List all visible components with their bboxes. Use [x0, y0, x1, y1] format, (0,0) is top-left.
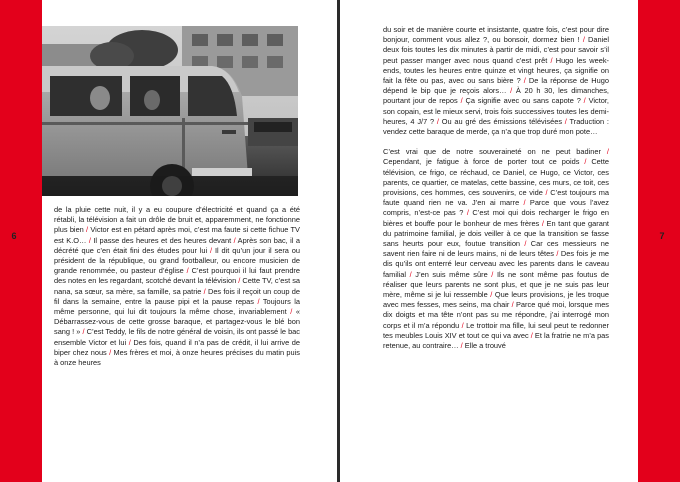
text-segment: Hugo les week-ends, toutes les heures entre quinze et vingt heures, ça signifie on fait la fête ou pas, avec ou sans bière ? [383, 55, 609, 86]
right-page-number: 7 [659, 231, 665, 241]
segment-separator: / [547, 55, 556, 65]
segment-separator: / [83, 225, 91, 235]
text-segment: Victor est en pétard après moi, c’est ma faute si cette fichue TV est K.O… [54, 225, 300, 245]
text-segment: Parce qué moi, lorsque mes dix doigts et ma tête n’ont pas su me répondre, j’ai interrogé mon corps et il m’a répondu [383, 300, 609, 330]
text-segment: C’est moi qui dois recharger le frigo en bières et bouffe pour le bonheur de mes frères [383, 208, 609, 228]
segment-separator: / [506, 86, 516, 96]
text-segment: Que leurs provisions, je les troque avec mes fesses, mes seins, ma chair [383, 290, 609, 310]
segment-separator: / [434, 116, 442, 126]
segment-separator: / [520, 239, 531, 249]
segment-separator: / [562, 116, 570, 126]
segment-separator: / [207, 245, 215, 255]
segment-separator: / [520, 76, 529, 86]
text-segment: De la réponse de Hugo dépend le bip que je reçois alors… [383, 76, 609, 96]
text-segment: En tant que garant du patrimoine familial, je dois veiller à ce que la transition se fasse sans heurts pour eux, foutue transition [383, 218, 609, 249]
segment-separator: / [509, 300, 516, 310]
segment-separator: / [458, 341, 465, 351]
text-segment: C’est vrai que de notre souveraineté on ne peut badiner [383, 147, 601, 157]
page-gutter [337, 0, 340, 482]
segment-separator: / [580, 96, 589, 106]
segment-separator: / [487, 290, 495, 300]
left-paragraph [54, 205, 300, 368]
left-page-number: 6 [11, 231, 17, 241]
segment-separator: / [286, 307, 296, 317]
text-segment: du soir et de manière courte et insistante, quatre fois, c’est pour dire bonjour, comment vous allez ?, ou bonsoir, dormez bien ! [383, 25, 609, 45]
segment-separator: / [106, 347, 114, 357]
text-segment: « Débarrassez-vous de cette grosse baraque, et partagez-vous le blé bon sang ! » [54, 307, 300, 337]
segment-separator: / [487, 269, 497, 279]
text-segment: C’est pourquoi il lui faut prendre des notes en les regardant, scotché devant la télévision [54, 266, 300, 286]
segment-separator: / [528, 330, 535, 340]
text-segment: Des fois, quand il n’a pas de crédit, il lui arrive de biper chez nous [54, 337, 300, 357]
segment-separator: / [457, 96, 466, 106]
text-segment: C’est toujours ma faute quand rien ne va. J’en ai marre [383, 188, 609, 208]
segment-separator: / [553, 249, 561, 259]
text-segment: Mes frères et moi, à onze heures précises du matin puis à onze heures [54, 347, 300, 368]
text-segment: Ça signifie avec ou sans capote ? [465, 96, 581, 106]
segment-separator: / [201, 286, 208, 296]
text-segment: Ils ne sont même pas foutus de réaliser que leurs parents ne sont plus, et que je ne suis pas leur mère, même si je lui ressemble [383, 269, 609, 300]
text-segment: J’en suis même sûre [415, 269, 488, 279]
text-segment: Elle a trouvé [464, 341, 506, 351]
text-segment: Car ces messieurs ne savent rien faire ni de leurs mains, ni de leurs têtes [383, 239, 609, 259]
left-red-band [0, 0, 42, 482]
text-segment: Victor, son copain, est le mieux servi, trois fois successives toutes les demi-heures, 4 J/7 ? [383, 96, 609, 126]
text-segment: Cependant, je fatigue à force de porter tout ce poids [383, 157, 580, 167]
segment-separator: / [236, 276, 243, 286]
right-paragraph-1 [383, 25, 609, 137]
right-page-text [383, 25, 609, 477]
right-red-band [638, 0, 680, 482]
segment-separator: / [459, 320, 467, 330]
segment-separator: / [406, 269, 416, 279]
text-segment: Cette télévision, ce frigo, ce réchaud, ce Daniel, ce Hugo, ce Victor, ces parents, ce quartier, ce matelas, cette bassine, ces murs, ce toit, ces provisions, ces hommes, ces souvenirs, ce vide [383, 157, 609, 198]
segment-separator: / [463, 208, 473, 218]
text-segment: Et la fratrie ne m’a pas retenue, au contraire… [383, 330, 609, 351]
right-paragraph-2 [383, 147, 609, 351]
segment-separator: / [579, 157, 592, 167]
text-segment: Il dit qu’un jour il sera ou président de la république, ou grand footballeur, ou encore musicien de grande renommée, ou pasteur d’église [54, 245, 300, 276]
left-page-text [54, 205, 300, 477]
segment-separator: / [542, 188, 551, 198]
text-segment: Toujours la même personne, qui lui dit toujours la même chose, invariablement [54, 296, 300, 317]
text-segment: Des fois il reçoit un coup de fil dans la semaine, entre la pause pipi et la pause repas [54, 286, 300, 306]
segment-separator: / [80, 327, 87, 337]
text-segment: Après son bac, il a décrété que c’en était fini des études pour lui [54, 235, 300, 255]
text-segment: de la pluie cette nuit, il y a eu coupure d’électricité et quand ça a été rétabli, la télévision a fait un drôle de bruit et, apparemment, ne fonctionne plus bien [54, 205, 300, 235]
segment-separator: / [183, 266, 192, 276]
segment-separator: / [519, 198, 530, 208]
segment-separator: / [231, 235, 238, 245]
segment-separator: / [126, 337, 134, 347]
segment-separator: / [579, 35, 589, 45]
text-segment: Traduction : vendez cette baraque de merde, ça n’a que trop duré mon pote… [383, 116, 609, 137]
text-segment: À 20 h 30, les dimanches, pourtant jour de repos [383, 86, 609, 106]
segment-separator: / [539, 218, 547, 228]
text-segment: Parce que vous l’avez compris, n’est-ce pas ? [383, 198, 609, 218]
street-van-photo [42, 26, 298, 196]
text-segment: Daniel deux fois toutes les dix minutes à partir de midi, c’est pour savoir s’il peut passer manger avec nous quand c’est prêt [383, 35, 609, 65]
text-segment: Le trottoir ma fille, lui seul peut te redonner tes meubles Louis XIV et tout ce qui va avec [383, 320, 609, 340]
segment-separator: / [600, 147, 609, 157]
text-segment: Des fois je me dis qu’ils ont enterré leur cerveau avec les parents dans le caveau familial [383, 249, 609, 279]
text-segment: C’est Teddy, le fils de notre général de voisin, ils ont passé le bac ensemble Victor et lui [54, 327, 300, 347]
text-segment: Ou au gré des émissions télévisées [441, 116, 563, 126]
segment-separator: / [253, 296, 263, 306]
segment-separator: / [86, 235, 94, 245]
text-segment: Cette TV, c’est sa nana, sa sœur, sa mère, sa famille, sa patrie [54, 276, 300, 296]
text-segment: Il passe des heures et des heures devant [93, 235, 232, 245]
